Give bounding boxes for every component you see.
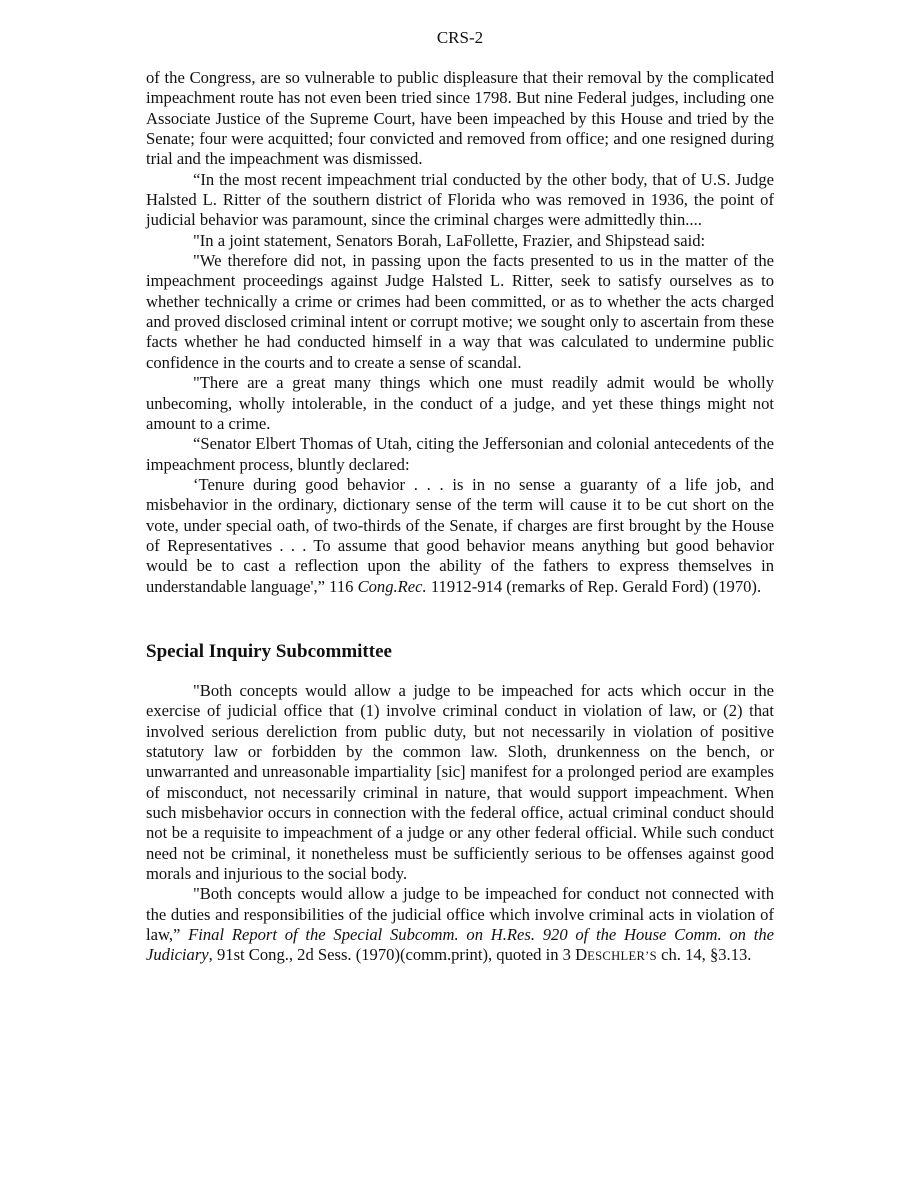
section-heading: Special Inquiry Subcommittee: [146, 640, 392, 662]
body-paragraph: “Senator Elbert Thomas of Utah, citing the Jeffersonian and colonial antecedents of the impeachment process, bluntly declared:: [146, 434, 774, 474]
body-paragraph: “In the most recent impeachment trial conducted by the other body, that of U.S. Judge Halsted L. Ritter of the southern district of Florida who was removed in 1936, the point of judicial behavior was paramount, since the criminal charges were admittedly thin....: [146, 169, 774, 230]
quote-paragraph: [146, 475, 774, 597]
document-body: [146, 68, 774, 967]
citation-author-initial: D: [575, 945, 588, 965]
quote-text: ‘Tenure during good behavior . . . is in no sense a guaranty of a life job, and misbehavior in the ordinary, dictionary sense of the term will cause it to be cut short on the vote, under special oath, of two-thirds of the Senate, if charges are first brought by the House of Representatives . . . To assume that good behavior means anything but good behavior would be to cast a reflection upon the ability of the fathers to express themselves in understandable language',” 116: [146, 474, 774, 596]
body-paragraph: of the Congress, are so vulnerable to public displeasure that their removal by the complicated impeachment route has not even been tried since 1798. But nine Federal judges, including one Associate Justice of the Supreme Court, have been impeached by this House and tried by the Senate; four were acquitted; four convicted and removed from office; and one resigned during trial and the impeachment was dismissed.: [146, 68, 774, 169]
body-paragraph: "We therefore did not, in passing upon the facts presented to us in the matter of the impeachment proceedings against Judge Halsted L. Ritter, seek to satisfy ourselves as to whether technically a crime or crimes had been committed, or as to whether the acts charged and proved disclosed criminal intent or corrupt motive; we sought only to ascertain from these facts whether he had conducted himself in a way that was calculated to undermine public confidence in the courts and to create a sense of scandal.: [146, 251, 774, 372]
citation-end: ch. 14, §3.13.: [656, 945, 752, 965]
citation-tail: 11912-914 (remarks of Rep. Gerald Ford) (1970).: [426, 576, 762, 596]
citation-author-rest: ESCHLER’S: [587, 949, 657, 964]
body-paragraph: "There are a great many things which one must readily admit would be wholly unbecoming, wholly intolerable, in the conduct of a judge, and yet these things might not amount to a crime.: [146, 373, 774, 433]
section-paragraph: "Both concepts would allow a judge to be impeached for acts which occur in the exercise of judicial office that (1) involve criminal conduct in violation of law, or (2) that involved serious dereliction from public duty, but not necessarily in violation of positive statutory law or forbidden by the common law. Sloth, drunkenness on the bench, or unwarranted and unreasonable impartiality [sic] manifest for a prolonged period are examples of misconduct, not necessarily criminal in nature, that would support impeachment. When such misbehavior occurs in connection with the federal office, actual criminal conduct should not be a requisite to impeachment of a judge or any other federal official. While such conduct need not be criminal, it nonetheless must be sufficiently serious to be offenses against good morals and injurious to the social body.: [146, 680, 774, 884]
section-text: "Both concepts would allow a judge to be impeached for conduct not connected with the duties and responsibilities of the judicial office which involve criminal acts in violation of law,”: [146, 884, 774, 945]
citation-italic: Final Report of the Special Subcomm. on H.Res. 920 of the House Comm. on the Judiciary: [146, 925, 774, 965]
citation-tail: , 91st Cong., 2d Sess. (1970)(comm.print), quoted in 3: [208, 945, 576, 965]
body-paragraph: "In a joint statement, Senators Borah, LaFollette, Frazier, and Shipstead said:: [193, 230, 706, 250]
page-number-header: CRS-2: [436, 28, 484, 47]
citation-italic: Cong.Rec.: [357, 576, 427, 596]
section-paragraph: [146, 884, 774, 966]
